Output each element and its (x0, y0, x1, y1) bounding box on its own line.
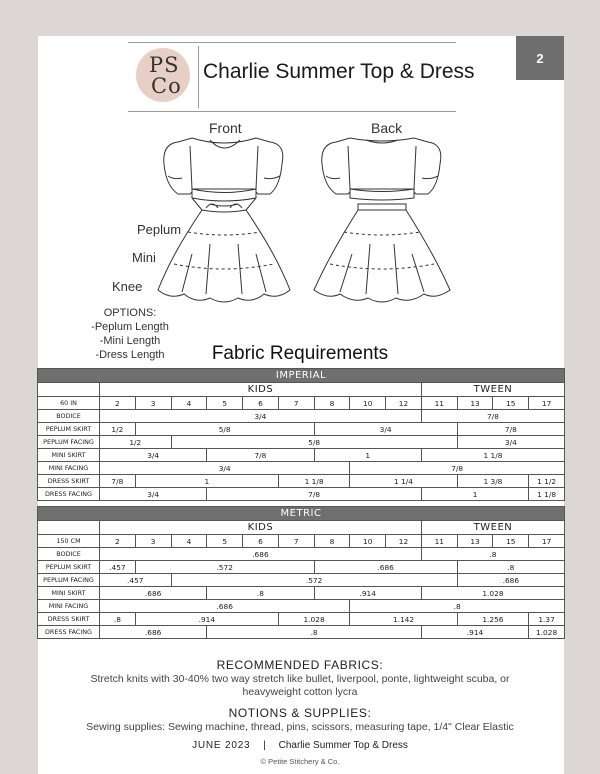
yardage-cell: 1 (135, 475, 278, 488)
page-number-tab: 2 (516, 36, 564, 80)
requirement-row (38, 423, 565, 436)
size-header-cell: 8 (314, 397, 350, 410)
metric-requirements-table (37, 506, 565, 639)
yardage-cell: .8 (207, 587, 314, 600)
piece-label: MINI FACING (38, 600, 100, 613)
fabric-width-label: 60 IN (38, 397, 100, 410)
piece-label: PEPLUM FACING (38, 574, 100, 587)
requirement-row (38, 587, 565, 600)
requirement-row (38, 574, 565, 587)
yardage-cell: 1 1/4 (350, 475, 457, 488)
copyright-notice: © Petite Stitchery & Co. (260, 757, 340, 766)
piece-label: BODICE (38, 410, 100, 423)
yardage-cell: 1.028 (529, 626, 565, 639)
yardage-cell: 1.256 (457, 613, 529, 626)
piece-label: PEPLUM FACING (38, 436, 100, 449)
requirement-row (38, 462, 565, 475)
size-header-cell: 5 (207, 397, 243, 410)
notions-heading: NOTIONS & SUPPLIES: (228, 706, 372, 720)
fabric-requirements-title: Fabric Requirements (211, 343, 389, 364)
yardage-cell: 1 3/8 (457, 475, 529, 488)
yardage-cell: .572 (171, 574, 457, 587)
footer-date: JUNE 2023 (192, 740, 251, 751)
yardage-cell: .572 (135, 561, 314, 574)
size-header-cell: 15 (493, 535, 529, 548)
requirement-row (38, 626, 565, 639)
size-header-cell: 13 (457, 397, 493, 410)
option-item: -Dress Length (95, 349, 165, 361)
requirement-row (38, 436, 565, 449)
yardage-cell: .8 (421, 548, 564, 561)
footer-separator: | (263, 740, 266, 751)
recommended-fabrics-text: Stretch knits with 30-40% two way stretch like bullet, liverpool, ponte, lightweight scuba, or heavyweight cotton lycra (90, 673, 510, 698)
yardage-cell: 1 (421, 488, 528, 501)
size-header-cell: 15 (493, 397, 529, 410)
yardage-cell: 5/8 (135, 423, 314, 436)
size-header-cell: 12 (386, 535, 422, 548)
size-header-cell: 12 (386, 397, 422, 410)
piece-label: MINI FACING (38, 462, 100, 475)
yardage-cell: 1 1/8 (529, 488, 565, 501)
page-footer (0, 740, 600, 751)
size-header-row (38, 535, 565, 548)
requirement-row (38, 410, 565, 423)
table-group-row (38, 521, 565, 535)
yardage-cell: 1 1/2 (529, 475, 565, 488)
yardage-cell: .686 (457, 574, 564, 587)
logo-line-1: PS (149, 53, 180, 77)
yardage-cell: 7/8 (207, 488, 422, 501)
size-header-cell: 6 (243, 397, 279, 410)
requirement-row (38, 488, 565, 501)
peplum-length-label: Peplum (137, 222, 182, 237)
size-header-cell: 3 (135, 535, 171, 548)
knee-length-label: Knee (112, 279, 143, 294)
requirement-row (38, 613, 565, 626)
piece-label: MINI SKIRT (38, 449, 100, 462)
fabric-width-label: 150 CM (38, 535, 100, 548)
group-spacer-cell (38, 383, 100, 397)
tween-group-header: TWEEN (421, 383, 564, 397)
yardage-cell: 1.028 (421, 587, 564, 600)
yardage-cell: .914 (314, 587, 421, 600)
size-header-cell: 6 (243, 535, 279, 548)
tween-group-header: TWEEN (421, 521, 564, 535)
yardage-cell: .686 (100, 587, 207, 600)
size-header-cell: 7 (278, 535, 314, 548)
yardage-cell: 1 1/8 (278, 475, 350, 488)
size-header-cell: 11 (421, 397, 457, 410)
size-header-cell: 13 (457, 535, 493, 548)
size-header-cell: 2 (100, 397, 136, 410)
yardage-cell: 7/8 (457, 423, 564, 436)
piece-label: BODICE (38, 548, 100, 561)
piece-label: DRESS FACING (38, 488, 100, 501)
footer-title: Charlie Summer Top & Dress (278, 740, 408, 751)
size-header-row (38, 397, 565, 410)
option-item: -Mini Length (99, 335, 161, 347)
yardage-cell: 1 1/8 (421, 449, 564, 462)
yardage-cell: .686 (100, 600, 350, 613)
size-header-cell: 4 (171, 535, 207, 548)
front-view-label: Front (209, 120, 242, 136)
notions-text: Sewing supplies: Sewing machine, thread, pins, scissors, measuring tape, 1/4" Clear Elastic (86, 721, 514, 733)
header-top-rule (128, 42, 456, 43)
size-header-cell: 10 (350, 535, 386, 548)
requirement-row (38, 475, 565, 488)
pattern-title: Charlie Summer Top & Dress (203, 60, 475, 83)
kids-group-header: KIDS (100, 521, 422, 535)
yardage-cell: .457 (100, 574, 172, 587)
yardage-cell: 1.142 (350, 613, 457, 626)
piece-label: MINI SKIRT (38, 587, 100, 600)
header-bottom-rule (128, 111, 456, 112)
yardage-cell: 1.028 (278, 613, 350, 626)
size-header-cell: 11 (421, 535, 457, 548)
table-band-row (38, 369, 565, 383)
kids-group-header: KIDS (100, 383, 422, 397)
size-header-cell: 3 (135, 397, 171, 410)
yardage-cell: .8 (100, 613, 136, 626)
yardage-cell: .914 (421, 626, 528, 639)
table-band-row (38, 507, 565, 521)
piece-label: PEPLUM SKIRT (38, 423, 100, 436)
back-dress-illustration (310, 134, 470, 324)
size-header-cell: 7 (278, 397, 314, 410)
option-item: -Peplum Length (91, 321, 169, 333)
yardage-cell: 1 (314, 449, 421, 462)
yardage-cell: 5/8 (171, 436, 457, 449)
piece-label: PEPLUM SKIRT (38, 561, 100, 574)
yardage-cell: 3/4 (314, 423, 457, 436)
yardage-cell: .8 (207, 626, 422, 639)
recommended-fabrics-heading: RECOMMENDED FABRICS: (216, 658, 384, 672)
requirement-row (38, 600, 565, 613)
yardage-cell: 3/4 (100, 449, 207, 462)
yardage-cell: 1/2 (100, 423, 136, 436)
requirement-row (38, 561, 565, 574)
size-header-cell: 5 (207, 535, 243, 548)
yardage-cell: .8 (457, 561, 564, 574)
requirement-row (38, 449, 565, 462)
psco-logo (136, 48, 190, 102)
group-spacer-cell (38, 521, 100, 535)
yardage-cell: 1.37 (529, 613, 565, 626)
size-header-cell: 2 (100, 535, 136, 548)
header-divider (198, 46, 199, 108)
yardage-cell: 7/8 (100, 475, 136, 488)
mini-length-label: Mini (132, 250, 156, 265)
size-header-cell: 17 (529, 535, 565, 548)
size-header-cell: 8 (314, 535, 350, 548)
imperial-requirements-table (37, 368, 565, 501)
back-view-label: Back (371, 120, 403, 136)
yardage-cell: 3/4 (457, 436, 564, 449)
piece-label: DRESS SKIRT (38, 475, 100, 488)
yardage-cell: 3/4 (100, 488, 207, 501)
table-group-row (38, 383, 565, 397)
yardage-cell: 3/4 (100, 410, 422, 423)
yardage-cell: .686 (314, 561, 457, 574)
unit-band: METRIC (38, 507, 565, 521)
unit-band: IMPERIAL (38, 369, 565, 383)
yardage-cell: 7/8 (207, 449, 314, 462)
requirement-row (38, 548, 565, 561)
yardage-cell: 3/4 (100, 462, 350, 475)
yardage-cell: 7/8 (350, 462, 565, 475)
piece-label: DRESS SKIRT (38, 613, 100, 626)
yardage-cell: 7/8 (421, 410, 564, 423)
size-header-cell: 4 (171, 397, 207, 410)
yardage-cell: .457 (100, 561, 136, 574)
yardage-cell: 1/2 (100, 436, 172, 449)
yardage-cell: .914 (135, 613, 278, 626)
yardage-cell: .686 (100, 548, 422, 561)
yardage-cell: .686 (100, 626, 207, 639)
logo-line-2: Co (151, 74, 182, 98)
options-heading: OPTIONS: (103, 307, 157, 319)
piece-label: DRESS FACING (38, 626, 100, 639)
size-header-cell: 10 (350, 397, 386, 410)
yardage-cell: .8 (350, 600, 565, 613)
size-header-cell: 17 (529, 397, 565, 410)
